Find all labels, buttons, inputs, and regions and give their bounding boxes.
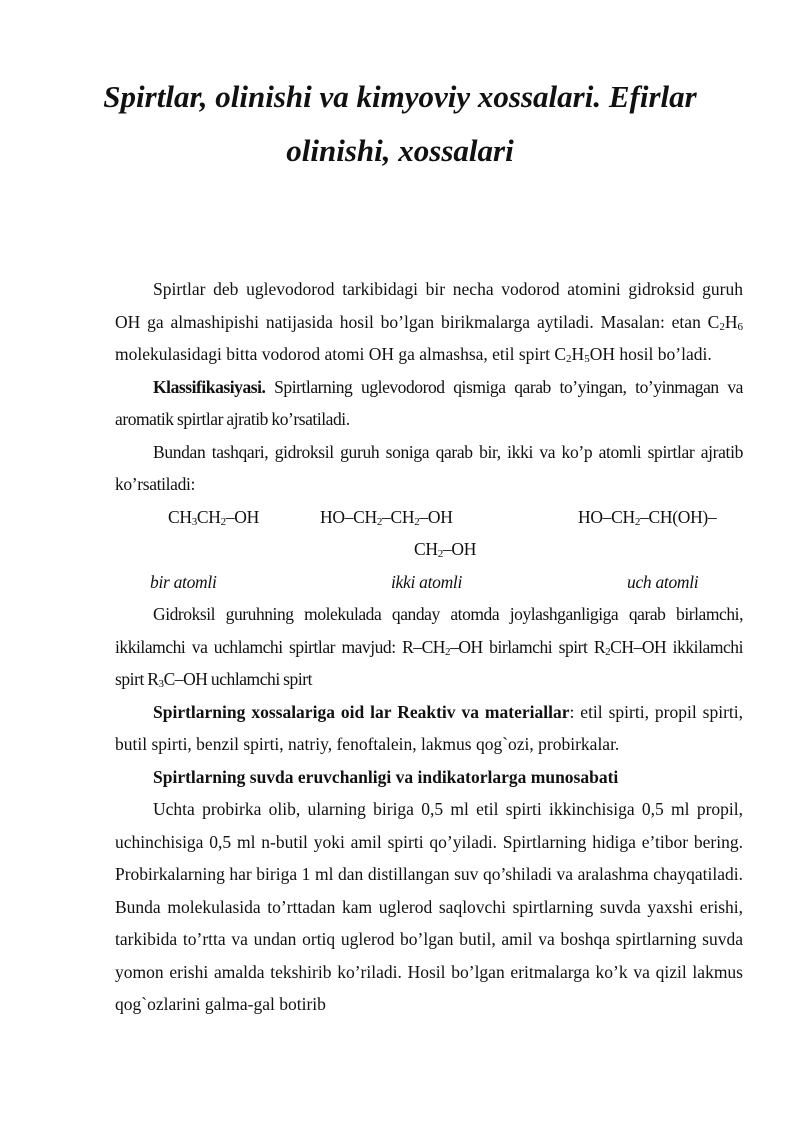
document-body [115, 273, 743, 1021]
classification-heading: Klassifikasiyasi. [153, 376, 266, 397]
formula-row-continued [115, 533, 743, 566]
formula-trihydric: $HO-CH_2-CH(OH)-$ [578, 506, 717, 528]
formula-row [115, 501, 743, 534]
document-title [90, 70, 710, 178]
label-monohydric: bir atomli [150, 571, 217, 592]
formula-trihydric-line-2: $CH_2-OH$ [414, 539, 477, 560]
intro-paragraph: Spirtlar deb uglevodorod tarkibidagi bir necha vodorod atomini gidroksid guruh OH ga almashipishi natijasida hosil bo’lgan birikmalarga aytiladi. Masalan: etan $C_2H_6$ molekulasidagi bitta vodorod atomi OH ga almashsa, etil spirt $C_2H_5OH$ hosil bo’ladi. [115, 279, 743, 365]
position-paragraph: Gidroksil guruhning molekulada qanday atomda joylashganligiga qarab birlamchi, ikkilamchi va uchlamchi spirtlar mavjud: $R-CH_2-OH$ birlamchi spirt $R_2CH-OH$ ikkilamchi spirt $R_3C-OH$ uchlamchi spirt [115, 604, 744, 690]
label-dihydric: ikki atomli [391, 571, 463, 592]
classification-paragraph: Klassifikasiyasi. Spirtlarning uglevodorod qismiga qarab to’yingan, to’yinmagan va aromatik spirtlar ajratib ko’rsatiladi. [115, 376, 743, 429]
label-trihydric: uch atomli [627, 571, 699, 592]
hydroxyl-count-paragraph: Bundan tashqari, gidroksil guruh soniga qarab bir, ikki va ko’p atomli spirtlar ajratib ko’rsatiladi: [115, 441, 743, 494]
experiment-paragraph: Uchta probirka olib, ularning biriga 0,5 ml etil spirti ikkinchisiga 0,5 ml propil, uchinchisiga 0,5 ml n-butil yoki amil spirti qo’yiladi. Spirtlarning hidiga e’tibor bering. Probirkalarning har biriga 1 ml dan distillangan suv qo’shiladi va aralashma chayqatiladi. Bunda molekulasida to’rttadan kam uglerod saqlovchi spirtlarning suvda yaxshi erishi, tarkibida to’rtta va undan ortiq uglerod bo’lgan butil, amil va boshqa spirtlarning suvda yomon erishi amalda tekshirib ko’riladi. Hosil bo’lgan eritmalarga ko’k va qizil lakmus qog`ozlarini galma-gal botirib [115, 799, 743, 1014]
reagents-paragraph: Spirtlarning xossalariga oid lar Reaktiv va materiallar: etil spirti, propil spirti, butil spirti, benzil spirti, natriy, fenoftalein, lakmus qog`ozi, probirkalar. [115, 701, 743, 754]
title-line-2: olinishi, xossalari [286, 133, 514, 168]
reagents-heading: Spirtlarning xossalariga oid lar Reaktiv va materiallar [153, 701, 570, 722]
formula-monohydric: $CH_3CH_2-OH$ [168, 506, 259, 528]
formula-labels [115, 566, 743, 599]
formula-dihydric: $HO-CH_2-CH_2-OH$ [320, 506, 453, 528]
title-line-1: Spirtlar, olinishi va kimyoviy xossalari. Efirlar [103, 79, 697, 114]
solubility-heading: Spirtlarning suvda eruvchanligi va indikatorlarga munosabati [153, 766, 619, 787]
